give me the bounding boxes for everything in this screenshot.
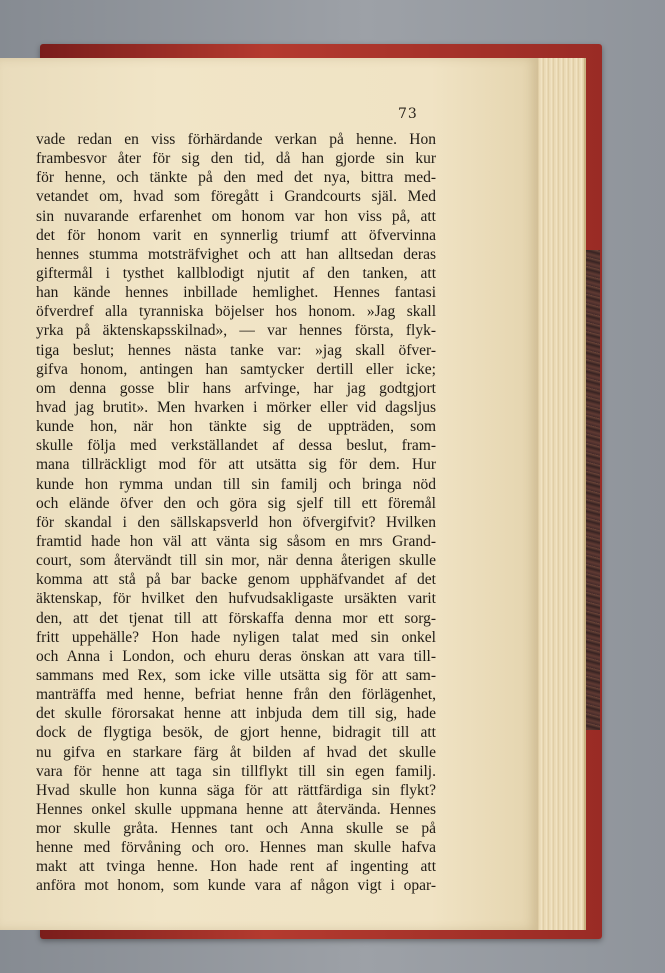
text-line: hennes stumma motsträfvighet och att han alltsedan deras: [36, 245, 436, 263]
text-line: tiga beslut; hennes nästa tanke var: »jag skall öfver-: [36, 341, 436, 359]
text-line: Hvad skulle hon kunna säga för att rättfärdiga sin flykt?: [36, 781, 436, 799]
text-line: manträffa med henne, befriat henne från den förlägenhet,: [36, 686, 436, 704]
text-line: henne med förvåning och oro. Hennes man skulle hafva: [36, 839, 436, 857]
text-line: makt att tvinga henne. Hon hade rent af ingenting att: [36, 858, 436, 876]
text-line: fritt uppehälle? Hon hade nyligen talat med sin onkel: [36, 628, 436, 646]
page-edges: [530, 58, 586, 930]
text-line: mor skulle gråta. Hennes tant och Anna skulle se på: [36, 820, 436, 838]
text-line: det skulle förorsakat henne att inbjuda dem till sig, hade: [36, 705, 436, 723]
text-line: komma att stå på bar backe genom upphäfvandet af det: [36, 571, 436, 589]
text-line: öfverdref alla tyranniska böjelser hos honom. »Jag skall: [36, 303, 436, 321]
text-line: vade redan en viss förhärdande verkan på henne. Hon: [36, 131, 436, 148]
text-line: court, som återvändt till sin mor, när denna återigen skulle: [36, 552, 436, 570]
text-line: giftermål i tysthet kallblodigt njutit af den tanken, att: [36, 264, 436, 282]
text-line: för skandal i den sällskapsverld hon öfvergifvit? Hvilken: [36, 513, 436, 531]
text-line: och Anna i London, och ehuru deras önskan att vara till-: [36, 647, 436, 665]
text-line: och elände öfver den och göra sig sjelf till ett föremål: [36, 494, 436, 512]
text-line: äktenskap, för hvilket den hufvudsakligaste ursäkten varit: [36, 590, 436, 608]
body-text: [36, 130, 436, 896]
text-line: kunde hon, när hon tänkte sig de uppträden, som: [36, 418, 436, 436]
text-line: det för honom varit en synnerlig triumf att öfvervinna: [36, 226, 436, 244]
text-line: mana tillräckligt mod för att utsätta sig för dem. Hur: [36, 456, 436, 474]
text-line: nu gifva en starkare färg åt bilden af hvad det skulle: [36, 743, 436, 761]
text-line: vetandet om, hvad som föregått i Grandcourts själ. Med: [36, 188, 436, 206]
text-line: sin nuvarande erfarenhet om honom var hon viss på, att: [36, 207, 436, 225]
text-line: Hennes onkel skulle uppmana henne att återvända. Hennes: [36, 800, 436, 818]
text-line: vara för henne att taga sin tillflykt till sin egen familj.: [36, 762, 436, 780]
text-line: yrka på äktenskapsskilnad», — var hennes första, flyk-: [36, 322, 436, 340]
text-line: han kände hennes inbillade hemlighet. Hennes fantasi: [36, 284, 436, 302]
text-line: för henne, och tänkte på den med det nya, bittra med-: [36, 169, 436, 187]
text-line: kunde hon rymma undan till sin familj och bringa nöd: [36, 475, 436, 493]
text-line: anföra mot honom, som kunde vara af någon vigt i opar-: [36, 877, 436, 895]
text-line: gifva honom, antingen han samtycker dertill eller icke;: [36, 360, 436, 378]
text-line: hvad jag brutit». Men hvarken i mörker eller vid dagsljus: [36, 398, 436, 416]
page-number: 73: [398, 106, 418, 122]
text-line: sammans med Rex, som icke ville utsätta sig för att sam-: [36, 666, 436, 684]
text-line: dock de flygtiga besök, de gjort henne, bidragit till att: [36, 724, 436, 742]
text-line: den, att det tjenat till att förskaffa denna mor ett sorg-: [36, 609, 436, 627]
text-line: om denna gosse blir hans arfvinge, har jag godtgjort: [36, 379, 436, 397]
text-line: skulle följa med verkställandet af dessa beslut, fram-: [36, 437, 436, 455]
text-line: framtid hade hon väl att vänta sig såsom en mrs Grand-: [36, 532, 436, 550]
text-line: frambesvor åter för sig den tid, då han gjorde sin kur: [36, 150, 436, 168]
